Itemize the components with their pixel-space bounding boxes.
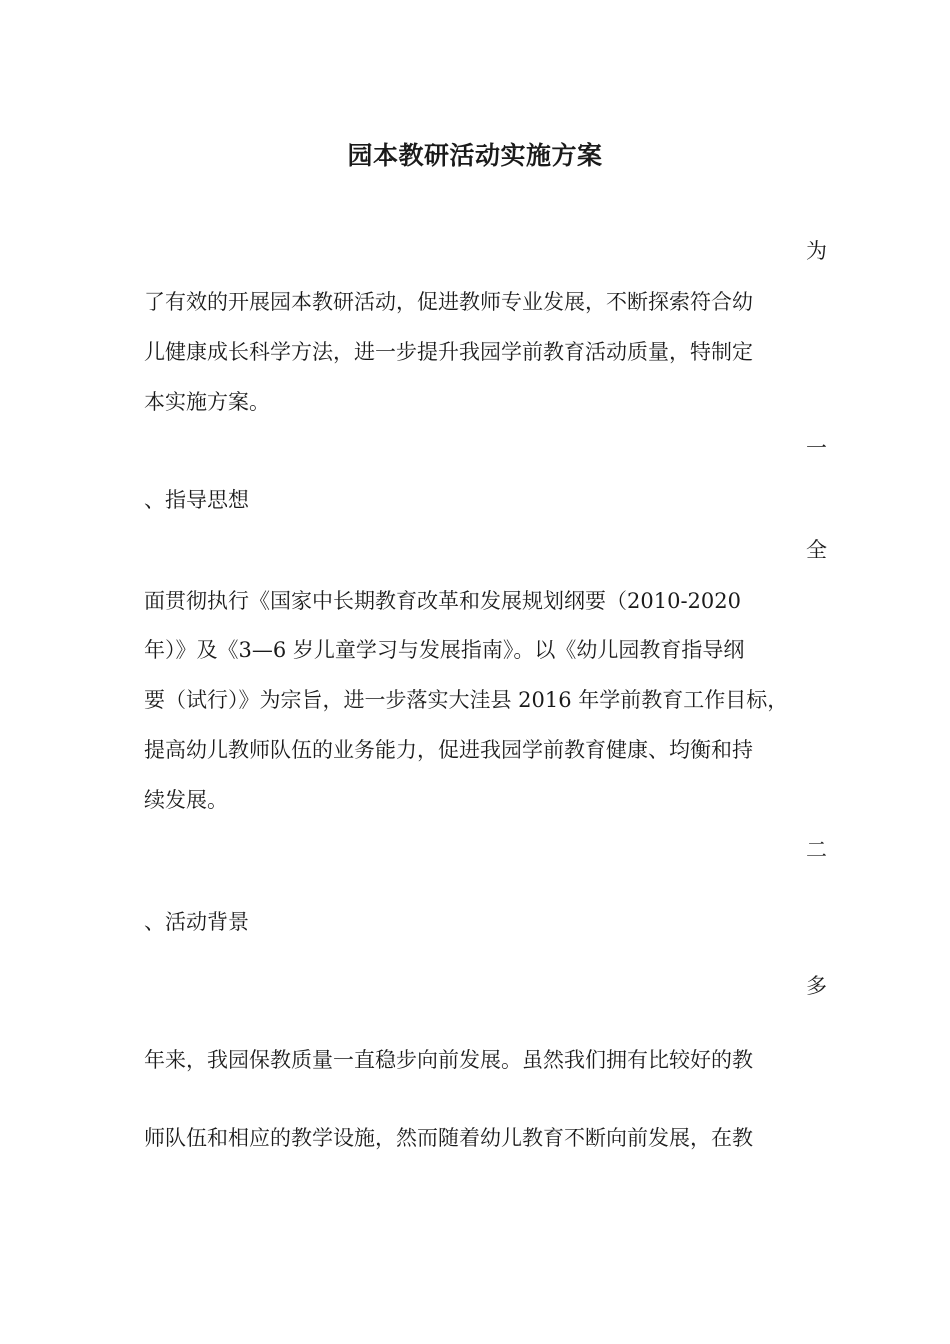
section1-line-1: 面贯彻执行《国家中长期教育改革和发展规划纲要（2010-2020 <box>144 589 741 613</box>
section2-lead-char: 多 <box>806 974 827 998</box>
section1-heading: 、指导思想 <box>144 488 249 512</box>
section1-line-5: 续发展。 <box>144 788 228 812</box>
intro-line-3: 本实施方案。 <box>144 390 270 414</box>
section2-line-2: 师队伍和相应的教学设施，然而随着幼儿教育不断向前发展，在教 <box>144 1126 753 1150</box>
section2-line-1: 年来，我园保教质量一直稳步向前发展。虽然我们拥有比较好的教 <box>144 1048 753 1072</box>
section1-number-char: 一 <box>806 436 827 460</box>
intro-lead-char: 为 <box>806 239 827 263</box>
document-title: 园本教研活动实施方案 <box>347 141 603 170</box>
section1-line-2: 年）》及《3—6 岁儿童学习与发展指南》。以《幼儿园教育指导纲 <box>144 638 745 662</box>
section2-heading: 、活动背景 <box>144 910 249 934</box>
intro-line-1: 了有效的开展园本教研活动，促进教师专业发展，不断探索符合幼 <box>144 290 753 314</box>
section1-line-3: 要（试行）》为宗旨，进一步落实大洼县 2016 年学前教育工作目标， <box>144 688 789 712</box>
intro-line-2: 儿健康成长科学方法，进一步提升我园学前教育活动质量，特制定 <box>144 340 753 364</box>
section1-line-4: 提高幼儿教师队伍的业务能力，促进我园学前教育健康、均衡和持 <box>144 738 753 762</box>
section1-lead-char: 全 <box>806 538 827 562</box>
section2-number-char: 二 <box>806 838 827 862</box>
